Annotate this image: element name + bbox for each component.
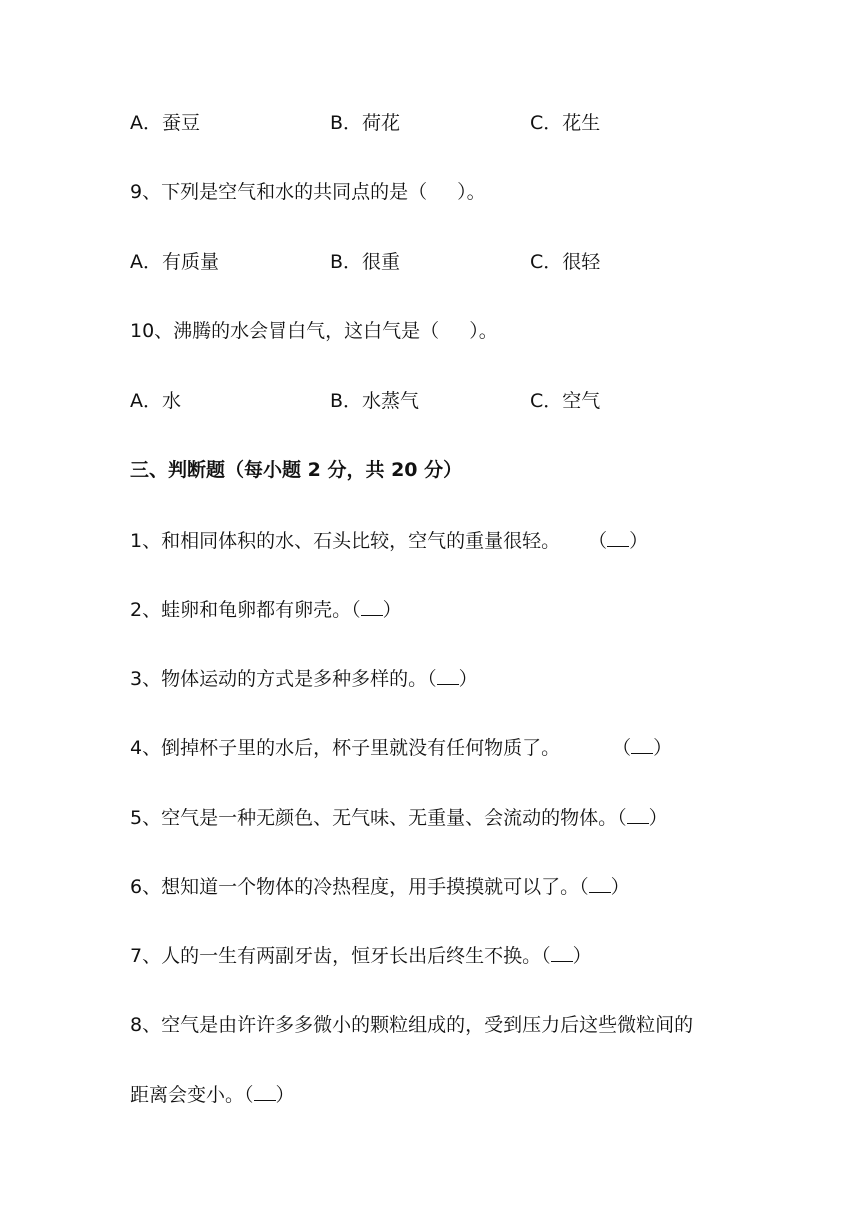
q9-option-b: B．很重 <box>330 251 401 273</box>
q10-question-text: 10、沸腾的水会冒白气，这白气是（ <box>130 320 440 342</box>
paren-open: （ <box>588 530 608 552</box>
paren-open: （ <box>427 668 437 690</box>
judgment-text-continuation: 距离会变小。 <box>130 1084 245 1106</box>
paren-open: （ <box>351 599 361 621</box>
paren-close: ） <box>629 530 649 552</box>
paren-close: ） <box>653 737 673 759</box>
q10-option-b: B．水蒸气 <box>330 390 420 412</box>
answer-blank[interactable] <box>437 666 459 685</box>
paren-open: （ <box>244 1084 254 1106</box>
q9-option-a: A．有质量 <box>130 251 219 273</box>
answer-blank[interactable] <box>631 735 653 754</box>
q8-option-a: A．蚕豆 <box>130 112 200 134</box>
paren-open: （ <box>612 737 632 759</box>
paren-close: ） <box>610 876 630 898</box>
paren-close: ） <box>648 807 668 829</box>
paren-open: （ <box>579 876 589 898</box>
paren-close: ） <box>572 945 592 967</box>
q10-option-a: A．水 <box>130 390 181 412</box>
judgment-item-6 <box>130 874 630 899</box>
section-3-title: 三、判断题（每小题 2 分，共 20 分） <box>130 459 463 481</box>
answer-blank[interactable] <box>551 943 573 962</box>
judgment-item-1 <box>130 528 648 553</box>
paren-close: ） <box>275 1084 295 1106</box>
judgment-text: 3、物体运动的方式是多种多样的。 <box>130 668 428 690</box>
judgment-item-7 <box>130 943 592 968</box>
judgment-item-2 <box>130 597 402 622</box>
q8-option-b: B．荷花 <box>330 112 401 134</box>
q8-option-c: C．花生 <box>530 112 601 134</box>
judgment-item-4 <box>130 735 672 760</box>
judgment-text: 5、空气是一种无颜色、无气味、无重量、会流动的物体。 <box>130 807 618 829</box>
q9-question-text: 9、下列是空气和水的共同点的是（ <box>130 181 428 203</box>
answer-blank[interactable] <box>607 528 629 547</box>
judgment-text: 1、和相同体积的水、石头比较，空气的重量很轻。 <box>130 530 561 552</box>
judgment-item-8-continuation <box>130 1082 295 1107</box>
judgment-text: 4、倒掉杯子里的水后，杯子里就没有任何物质了。 <box>130 737 561 759</box>
q9-question <box>130 180 486 204</box>
answer-blank[interactable] <box>361 597 383 616</box>
judgment-text: 6、想知道一个物体的冷热程度，用手摸摸就可以了。 <box>130 876 580 898</box>
answer-blank[interactable] <box>589 874 611 893</box>
answer-blank[interactable] <box>254 1082 276 1101</box>
judgment-text: 2、蛙卵和龟卵都有卵壳。 <box>130 599 352 621</box>
answer-blank[interactable] <box>627 805 649 824</box>
q10-option-c: C．空气 <box>530 390 601 412</box>
judgment-item-5 <box>130 805 668 830</box>
judgment-text: 8、空气是由许许多多微小的颗粒组成的，受到压力后这些微粒间的 <box>130 1014 694 1036</box>
q9-question-end: ）。 <box>457 181 486 203</box>
paren-open: （ <box>541 945 551 967</box>
paren-close: ） <box>458 668 478 690</box>
q10-question-end: ）。 <box>469 320 498 342</box>
judgment-item-8 <box>130 1013 693 1037</box>
paren-close: ） <box>382 599 402 621</box>
q10-question <box>130 319 498 343</box>
paren-open: （ <box>617 807 627 829</box>
q9-option-c: C．很轻 <box>530 251 601 273</box>
judgment-item-3 <box>130 666 478 691</box>
judgment-text: 7、人的一生有两副牙齿，恒牙长出后终生不换。 <box>130 945 542 967</box>
